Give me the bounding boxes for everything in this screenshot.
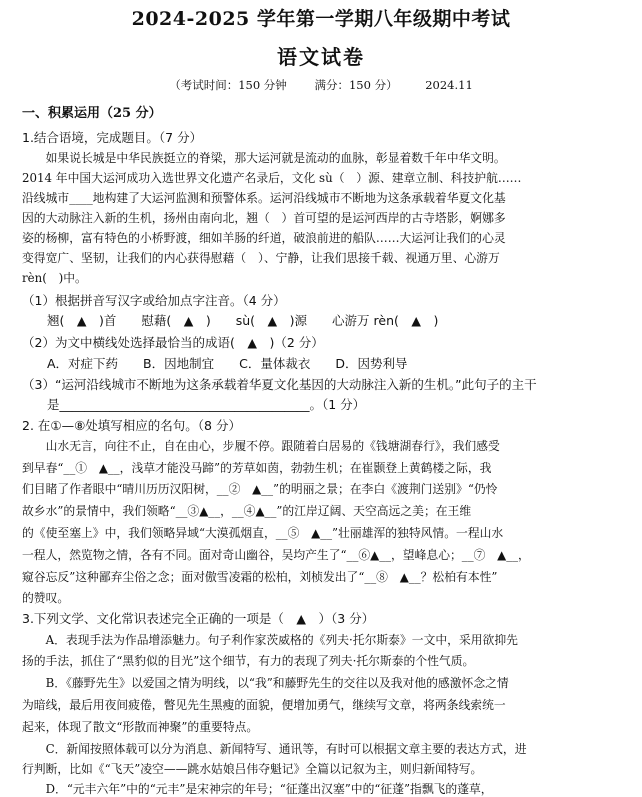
question-3-heading: 3.下列文学、文化常识表述完全正确的一项是（ ▲ ）（3 分） bbox=[22, 611, 375, 626]
option-line: 行判断，比如《“飞天”凌空——跳水姑娘吕伟夺魁记》全篇以记叙为主，则归新闻特写。 bbox=[22, 762, 483, 776]
question-1-heading: 1.结合语境，完成题目。（7 分） bbox=[22, 130, 203, 145]
answer-blanks: 是________________________________________。（1 分） bbox=[22, 397, 366, 412]
question-2-heading: 2. 在①—⑧处填写相应的名句。（8 分） bbox=[22, 418, 241, 433]
exam-subtitle: 语文试卷 bbox=[277, 45, 365, 69]
passage-line: 到早春“__① ▲__，浅草才能没马蹄”的芳草如茵，勃勃生机；在崔颢登上黄鹤楼之际，我 bbox=[22, 461, 492, 475]
exam-date: 2024.11 bbox=[425, 78, 473, 92]
exam-title: 2024-2025 学年第一学期八年级期中考试 bbox=[131, 8, 511, 30]
passage-line: 因的大动脉注入新的生机，扬州由南向北，翘（ ）首可望的是运河西岸的古寺塔影，婀娜多 bbox=[22, 211, 506, 225]
option-line: C．新闻按照体载可以分为消息、新闻特写、通讯等，有时可以根据文章主要的表达方式，进 bbox=[22, 742, 527, 756]
option-line: 扬的手法，抓住了“黑豹似的目光”这个细节，有力的表现了列夫·托尔斯泰的个性气质。 bbox=[22, 654, 475, 668]
passage-line: 姿的杨柳，富有特色的小桥野渡，细如羊肠的纤道，破浪前进的船队……大运河让我们的心灵 bbox=[22, 231, 506, 245]
passage-line: 沿线城市____地构建了大运河监测和预警体系。运河沿线城市不断地为这条承载着华夏文化基 bbox=[22, 191, 506, 205]
passage-line: 如果说长城是中华民族挺立的脊梁，那大运河就是流动的血脉，彰显着数千年中华文明。 bbox=[22, 151, 506, 165]
passage-line: 窥谷忘反”这种鄙弃尘俗之念；面对傲雪凌霜的松柏，刘桢发出了“__⑧ ▲__？松柏有本性” bbox=[22, 570, 498, 584]
option-line: 起来，体现了散文“形散而神聚”的重要特点。 bbox=[22, 720, 259, 734]
exam-score: 满分：150 分） bbox=[314, 78, 398, 92]
passage-line: 故乡水”的景情中，我们领略“__③▲__，__④▲__”的江岸辽阔、天空高远之美；在王维 bbox=[22, 504, 472, 518]
passage-line: rèn( )中。 bbox=[22, 271, 87, 285]
passage-line: 一程人，然览物之情，各有不同。面对奇山幽谷，吴均产生了“__⑥▲__，望峰息心；__⑦ ▲__， bbox=[22, 548, 530, 562]
option-line: B．《藤野先生》以爱国之情为明线，以“我”和藤野先生的交往以及我对他的感激怀念之情 bbox=[22, 676, 509, 690]
passage-line: 2014 年中国大运河成功入选世界文化遗产名录后，文化 sù（ ）源、建章立制、科技护航…… bbox=[22, 171, 522, 185]
exam-meta bbox=[0, 77, 642, 93]
passage-line: 的赞叹。 bbox=[22, 591, 70, 605]
choice-options: A．对症下药 B．因地制宜 C．量体裁衣 D．因势利导 bbox=[22, 356, 408, 371]
option-line: 为暗线，最后用夜间疲倦，瞥见先生黑瘦的面貌，便增加勇气，继续写文章，将两条线索统一 bbox=[22, 698, 506, 712]
exam-time: （考试时间：150 分钟 bbox=[169, 78, 287, 92]
passage-line: 的《使至塞上》中，我们领略异域“大漠孤烟直，__⑤ ▲__”壮丽雄浑的独特风情。一程山水 bbox=[22, 526, 504, 540]
passage-line: 山水无言，向往不止，自在由心，步履不停。跟随着白居易的《钱塘湖春行》，我们感受 bbox=[22, 439, 500, 453]
section-heading: 一、积累运用（25 分） bbox=[22, 106, 162, 121]
passage-line: 变得宽广、坚韧，让我们的内心获得慰藉（ ）、宁静，让我们思接千载、视通万里、心游万 bbox=[22, 251, 500, 265]
option-line: D．“元丰六年”中的“元丰”是宋神宗的年号；“征蓬出汉塞”中的“征蓬”指飘飞的蓬草， bbox=[22, 782, 493, 796]
subquestion: （3）“运河沿线城市不断地为这条承载着华夏文化基因的大动脉注入新的生机。”此句子的主干 bbox=[22, 377, 537, 392]
option-line: A．表现手法为作品增添魅力。句子利作家茨威格的《列夫·托尔斯泰》一文中，采用欲抑先 bbox=[22, 633, 518, 647]
answer-blanks: 翘( ▲ )首 慰藉( ▲ ) sù( ▲ )源 心游万 rèn( ▲ ) bbox=[22, 313, 439, 328]
subquestion: （1）根据拼音写汉字或给加点字注音。（4 分） bbox=[22, 293, 286, 308]
subquestion: （2）为文中横线处选择最恰当的成语( ▲ )（2 分） bbox=[22, 335, 324, 350]
passage-line: 们目睹了作者眼中“晴川历历汉阳树，__② ▲__”的明丽之景；在李白《渡荆门送别》“仍怜 bbox=[22, 482, 498, 496]
